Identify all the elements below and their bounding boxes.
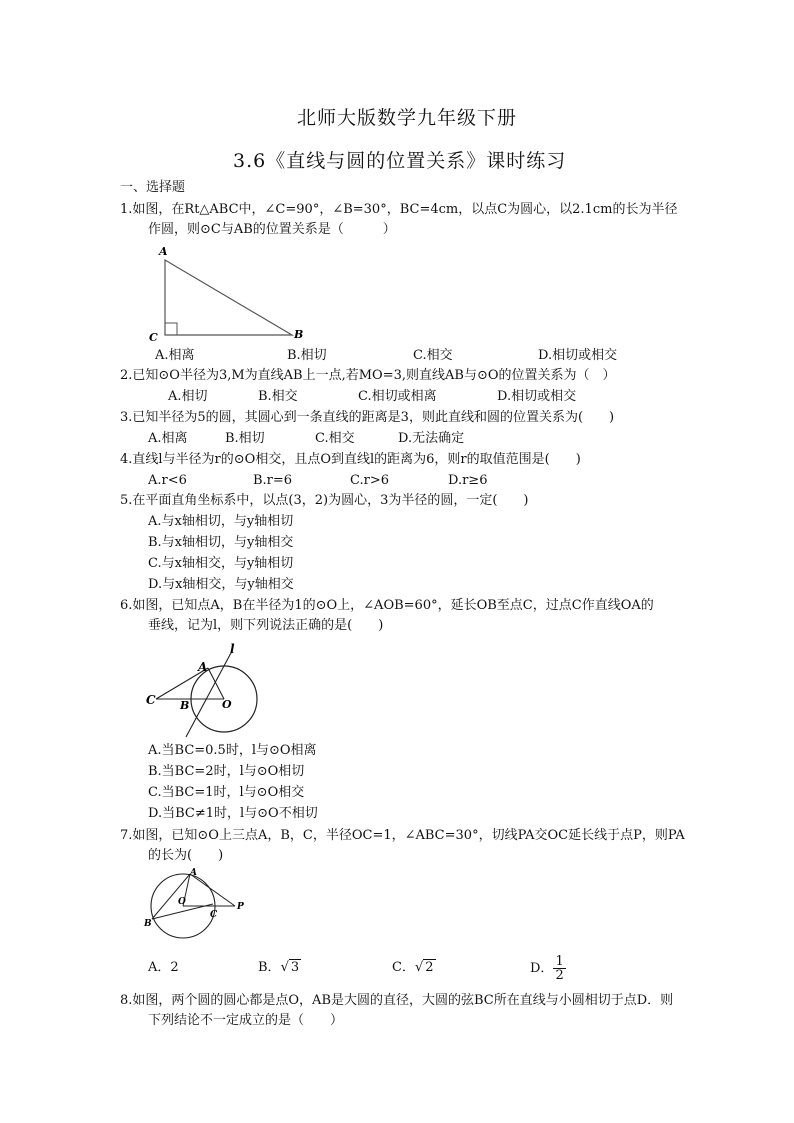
q4-option-a: A.r<6 bbox=[148, 473, 187, 488]
q6-label-a: A bbox=[198, 660, 208, 674]
q6-stem-line2: 垂线，记为l，则下列说法正确的是( ) bbox=[148, 618, 384, 633]
q6-label-l: l bbox=[230, 642, 235, 656]
q6-option-d: D.当BC≠1时，l与⊙O不相切 bbox=[148, 806, 318, 821]
sqrt-icon: √ 3 bbox=[280, 960, 300, 975]
q4-option-d: D.r≥6 bbox=[448, 473, 488, 488]
q2-option-a: A.相切 bbox=[168, 389, 208, 404]
q7-option-d-denominator: 2 bbox=[555, 968, 564, 983]
sqrt-icon: √ 2 bbox=[414, 960, 434, 975]
q7-label-o: O bbox=[178, 897, 186, 907]
q7-option-d bbox=[530, 955, 566, 982]
q2-option-d: D.相切或相交 bbox=[497, 389, 577, 404]
q7-stem-line2: 的长为( ) bbox=[148, 848, 224, 863]
q1-label-c: C bbox=[149, 331, 158, 344]
q1-stem-line1: 1.如图，在Rt△ABC中，∠C=90°，∠B=30°，BC=4cm，以点C为圆心，以2.1cm的长为半径 bbox=[120, 202, 678, 217]
q5-option-a: A.与x轴相切，与y轴相切 bbox=[148, 514, 294, 529]
q7-option-c-radicand: 2 bbox=[425, 960, 434, 975]
q3-option-d: D.无法确定 bbox=[398, 431, 465, 446]
q8-stem-line1: 8.如图，两个圆的圆心都是点O，AB是大圆的直径，大圆的弦BC所在直线与小圆相切于点D．则 bbox=[120, 993, 674, 1008]
q7-option-a: A．2 bbox=[148, 960, 179, 975]
q6-label-c: C bbox=[146, 693, 156, 707]
q8-stem-line2: 下列结论不一定成立的是（ ） bbox=[148, 1013, 344, 1028]
q4-option-b: B.r=6 bbox=[253, 473, 293, 488]
page-subtitle: 3.6《直线与圆的位置关系》课时练习 bbox=[233, 150, 567, 172]
q3-option-b: B.相切 bbox=[225, 431, 265, 446]
q6-label-b: B bbox=[180, 699, 190, 712]
q1-option-c: C.相交 bbox=[413, 348, 453, 363]
q4-stem: 4.直线l与半径为r的⊙O相交，且点O到直线l的距离为6，则r的取值范围是( ) bbox=[120, 452, 581, 467]
q7-label-p: P bbox=[237, 902, 244, 912]
q7-option-d-prefix: D． bbox=[530, 961, 554, 976]
q1-stem-line2: 作圆，则⊙C与AB的位置关系是（ ） bbox=[148, 222, 396, 237]
q5-stem: 5.在平面直角坐标系中，以点(3，2)为圆心，3为半径的圆，一定( ) bbox=[120, 493, 529, 508]
q6-option-c: C.当BC=1时，l与⊙O相交 bbox=[148, 785, 305, 800]
q6-label-o: O bbox=[222, 698, 232, 711]
q7-option-d-numerator: 1 bbox=[555, 954, 564, 969]
q2-option-c: C.相切或相离 bbox=[358, 389, 437, 404]
q6-option-b: B.当BC=2时，l与⊙O相切 bbox=[148, 764, 305, 779]
q6-figure bbox=[140, 638, 270, 738]
q4-option-c: C.r>6 bbox=[350, 473, 389, 488]
q7-option-c bbox=[392, 958, 436, 978]
q1-option-d: D.相切或相交 bbox=[538, 348, 618, 363]
q1-option-b: B.相切 bbox=[287, 348, 327, 363]
q7-figure bbox=[140, 866, 255, 946]
page-title: 北师大版数学九年级下册 bbox=[297, 107, 518, 129]
q1-label-a: A bbox=[159, 245, 168, 258]
q7-label-b: B bbox=[144, 919, 152, 929]
q1-label-b: B bbox=[294, 328, 304, 341]
q3-option-c: C.相交 bbox=[315, 431, 355, 446]
q7-label-a: A bbox=[190, 868, 197, 878]
q1-figure bbox=[140, 240, 320, 345]
q2-option-b: B.相交 bbox=[258, 389, 298, 404]
q7-stem-line1: 7.如图，已知⊙O上三点A，B，C，半径OC=1，∠ABC=30°，切线PA交OC延长线于点P，则PA bbox=[120, 828, 685, 843]
q2-stem: 2.已知⊙O半径为3,M为直线AB上一点,若MO=3,则直线AB与⊙O的位置关系为（ ） bbox=[120, 368, 616, 383]
q3-option-a: A.相离 bbox=[148, 431, 188, 446]
q1-option-a: A.相离 bbox=[155, 348, 195, 363]
q6-option-a: A.当BC=0.5时，l与⊙O相离 bbox=[148, 743, 317, 758]
q7-label-c: C bbox=[210, 910, 218, 920]
q7-option-b-prefix: B． bbox=[258, 960, 281, 975]
q7-option-b-radicand: 3 bbox=[290, 960, 300, 975]
section-heading: 一、选择题 bbox=[120, 180, 186, 195]
fraction bbox=[553, 955, 565, 982]
q7-option-b bbox=[258, 958, 301, 978]
q7-option-c-prefix: C． bbox=[392, 960, 415, 975]
q3-stem: 3.已知半径为5的圆，其圆心到一条直线的距离是3，则此直线和圆的位置关系为( ) bbox=[120, 410, 615, 425]
q5-option-c: C.与x轴相交，与y轴相切 bbox=[148, 556, 294, 571]
q5-option-d: D.与x轴相交，与y轴相交 bbox=[148, 577, 294, 592]
q6-stem-line1: 6.如图，已知点A，B在半径为1的⊙O上，∠AOB=60°，延长OB至点C，过点C作直线OA的 bbox=[120, 598, 654, 613]
q5-option-b: B.与x轴相切，与y轴相交 bbox=[148, 535, 294, 550]
